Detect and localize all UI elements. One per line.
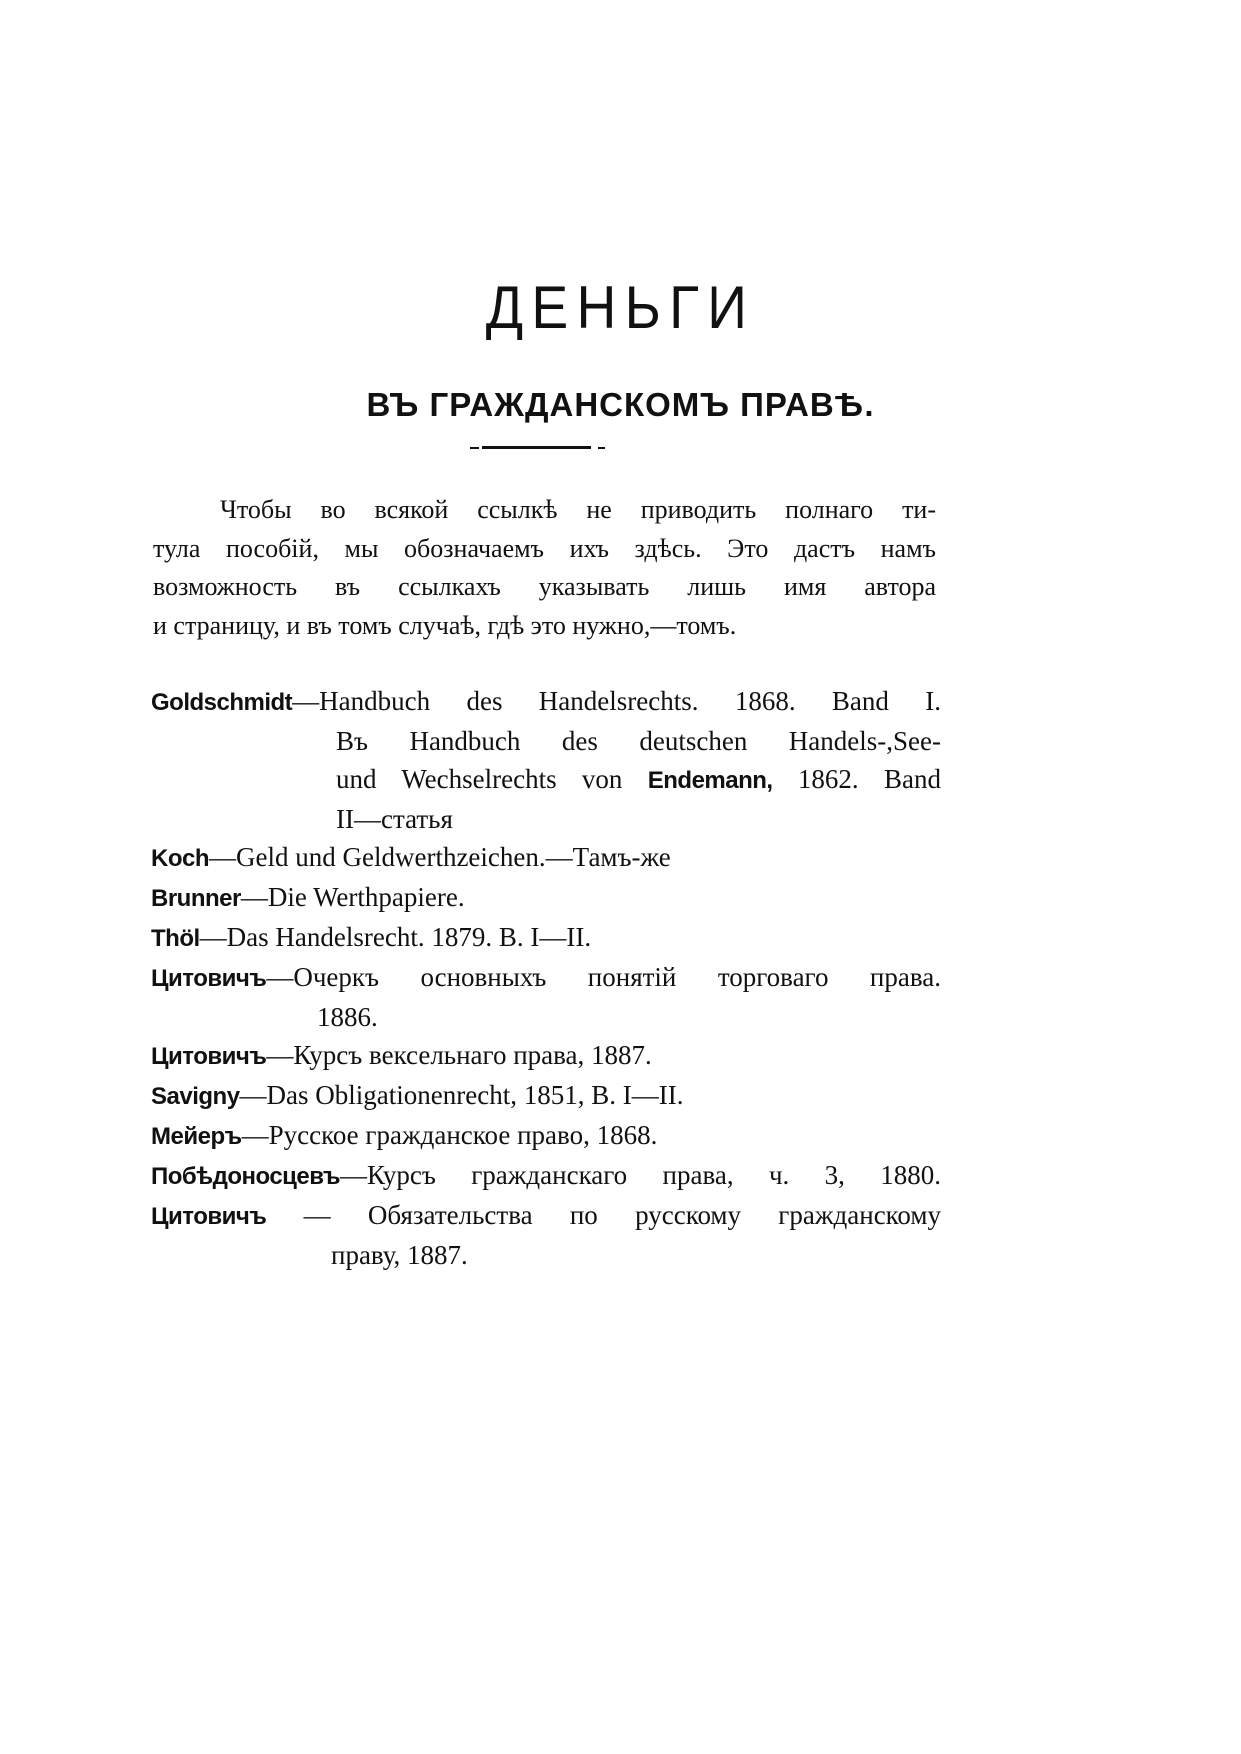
entry-author: Цитовичъ	[151, 1043, 267, 1070]
entry-continuation: II—статья	[336, 804, 453, 834]
entry-continuation: праву, 1887.	[331, 1240, 468, 1270]
bibliography-entry	[151, 1196, 941, 1274]
intro-line: возможность въ ссылкахъ указывать лишь имя автора	[153, 572, 936, 601]
bibliography-entry	[151, 1076, 941, 1116]
entry-continuation: 1886.	[317, 1002, 378, 1032]
entry-author: Мейеръ	[151, 1123, 242, 1150]
page-title: ДЕНЬГИ	[485, 274, 756, 341]
entry-text: —Die Werthpapiere.	[240, 882, 465, 912]
intro-line: тула пособій, мы обозначаемъ ихъ здѣсь. Это дастъ намъ	[153, 533, 936, 563]
entry-author: Побѣдоносцевъ	[151, 1163, 340, 1190]
divider-rule	[482, 446, 591, 449]
page-subtitle: ВЪ ГРАЖДАНСКОМЪ ПРАВѢ.	[366, 386, 875, 423]
entry-author: Brunner	[151, 885, 241, 912]
divider-dash-left	[470, 447, 479, 449]
bibliography-entry	[151, 878, 941, 918]
bibliography-entry	[151, 958, 941, 1036]
entry-text: —Das Obligationenrecht, 1851, B. I—II.	[239, 1080, 684, 1110]
bibliography-entry	[151, 918, 941, 958]
entry-inline-author: Endemann,	[647, 767, 773, 794]
entry-author: Цитовичъ	[151, 1203, 267, 1230]
entry-text: —Русское гражданское право, 1868.	[241, 1120, 658, 1150]
entry-text: —Очеркъ основныхъ понятій торговаго права.	[266, 962, 941, 992]
intro-line: Чтобы во всякой ссылкѣ не приводить полнаго ти-	[220, 495, 936, 524]
entry-author: Savigny	[151, 1083, 240, 1110]
entry-text: —Курсъ гражданскаго права, ч. 3, 1880.	[339, 1160, 941, 1190]
entry-continuation: Въ Handbuch des deutschen Handels-,See-	[336, 726, 941, 756]
entry-text: — Обязательства по русскому гражданскому	[266, 1200, 941, 1230]
entry-text: —Handbuch des Handelsrechts. 1868. Band I.	[292, 686, 941, 716]
bibliography-entry	[151, 1156, 941, 1196]
intro-line: и страницу, и въ томъ случаѣ, гдѣ это нужно,—томъ.	[153, 610, 737, 640]
entry-author: Goldschmidt	[151, 689, 293, 716]
entry-text: —Курсъ вексельнаго права, 1887.	[266, 1040, 652, 1070]
entry-author: Цитовичъ	[151, 965, 267, 992]
intro-paragraph	[153, 491, 936, 645]
entry-continuation: und Wechselrechts von Endemann, 1862. Band	[336, 764, 942, 794]
bibliography-entry	[151, 838, 941, 878]
bibliography-entry	[151, 1116, 941, 1156]
bibliography-entry	[151, 682, 941, 838]
entry-author: Koch	[151, 845, 209, 872]
divider-dash-right	[598, 447, 605, 449]
bibliography-list	[151, 682, 941, 1274]
entry-text: —Geld und Geldwerthzeichen.—Тамъ-же	[209, 842, 671, 872]
entry-text: —Das Handelsrecht. 1879. B. I—II.	[199, 922, 592, 952]
entry-author: Thöl	[151, 925, 200, 952]
bibliography-entry	[151, 1036, 941, 1076]
